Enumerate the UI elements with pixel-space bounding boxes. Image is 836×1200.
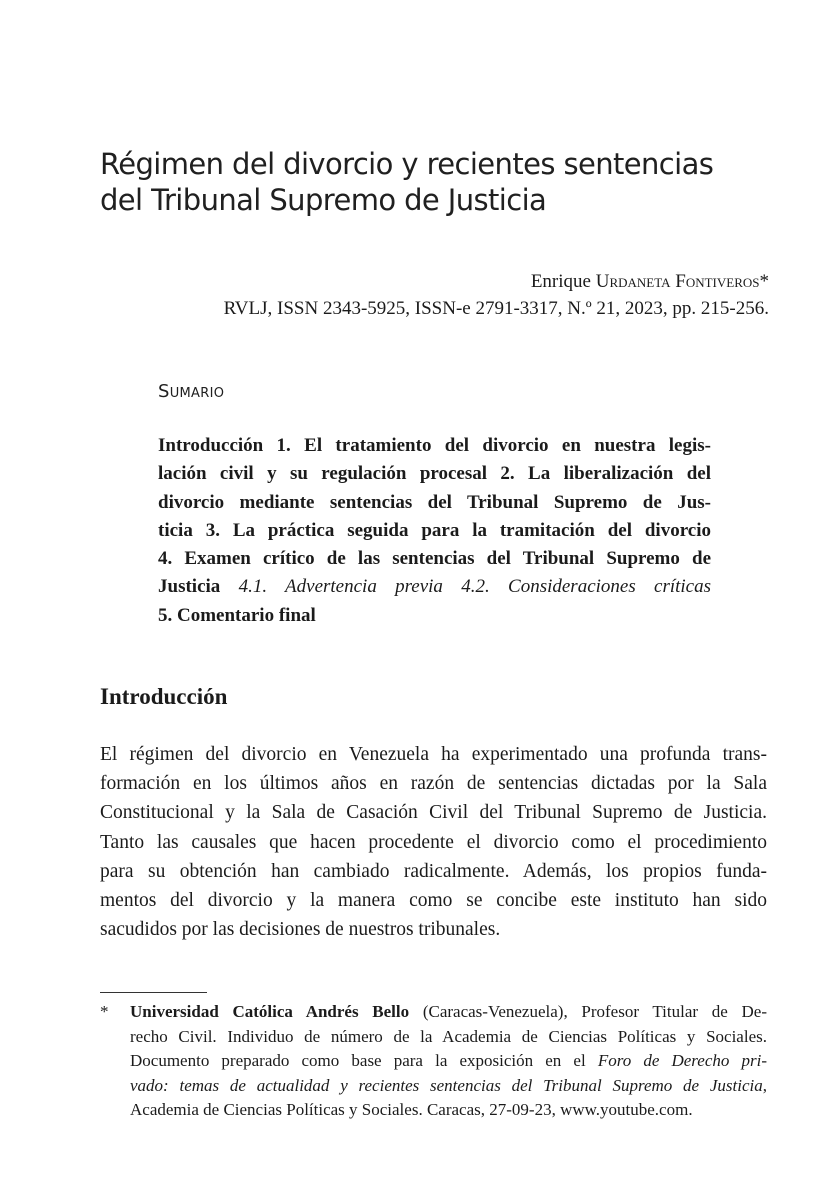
summary-line: [158, 573, 711, 601]
footnote-line: recho Civil. Individuo de número de la Academia de Ciencias Políticas y Sociales.: [130, 1026, 767, 1046]
author-given-name: Enrique: [530, 271, 596, 292]
author-line: [224, 268, 769, 295]
summary-line: lación civil y su regulación procesal 2. La liberalización del: [158, 463, 711, 485]
paragraph-line: sacudidos por las decisiones de nuestros tribunales.: [100, 919, 501, 941]
paragraph-line: formación en los últimos años en razón de sentencias dictadas por la Sala: [100, 773, 767, 795]
footnote-line-1-rest: (Caracas-Venezuela), Profesor Titular de De-: [409, 1002, 767, 1021]
title-line-2: del Tribunal Supremo de Justicia: [100, 183, 547, 217]
article-title: [100, 146, 740, 218]
paragraph-line: Tanto las causales que hacen procedente el divorcio como el procedimiento: [100, 831, 767, 853]
section-paragraph: [100, 740, 767, 944]
footnote-mark: *: [100, 1002, 109, 1021]
summary-heading: Sumario: [158, 381, 225, 402]
paragraph-line: El régimen del divorcio en Venezuela ha experimentado una profunda trans-: [100, 744, 767, 765]
section-heading: Introducción: [100, 684, 228, 709]
summary-contents: [158, 432, 711, 630]
footnote: [130, 1000, 767, 1123]
citation-line: RVLJ, ISSN 2343-5925, ISSN-e 2791-3317, N.º 21, 2023, pp. 215-256.: [223, 298, 769, 319]
summary-line: ticia 3. La práctica seguida para la tramitación del divorcio: [158, 519, 711, 541]
summary-line: Introducción 1. El tratamiento del divorcio en nuestra legis-: [158, 435, 711, 456]
footnote-separator: [100, 992, 207, 993]
title-line-1: Régimen del divorcio y recientes sentencias: [100, 147, 714, 181]
author-block: [224, 268, 769, 322]
footnote-line-4-italic: vado: temas de actualidad y recientes sentencias del Tribunal Supremo de Justicia: [130, 1075, 763, 1095]
footnote-line: [130, 1049, 767, 1074]
paragraph-line: Constitucional y la Sala de Casación Civil del Tribunal Supremo de Justicia.: [100, 802, 767, 824]
footnote-line: [130, 1074, 767, 1099]
footnote-line-4-rest: ,: [762, 1075, 767, 1095]
author-surname: Urdaneta Fontiveros: [595, 271, 760, 292]
summary-line-6-bold: Justicia: [158, 576, 239, 598]
paragraph-line: mentos del divorcio y la manera como se concibe este instituto han sido: [100, 890, 767, 912]
summary-line: divorcio mediante sentencias del Tribunal Supremo de Jus-: [158, 491, 711, 513]
author-footnote-mark: *: [759, 271, 769, 292]
footnote-affiliation: Universidad Católica Andrés Bello: [130, 1002, 410, 1021]
footnote-line-3-plain: Documento preparado como base para la exposición en el: [130, 1051, 598, 1070]
footnote-line: [130, 1000, 767, 1025]
summary-line-6-italic: 4.1. Advertencia previa 4.2. Consideraciones críticas: [238, 576, 712, 598]
summary-line: 4. Examen crítico de las sentencias del Tribunal Supremo de: [158, 548, 711, 570]
summary-line: 5. Comentario final: [158, 604, 316, 626]
footnote-line: Academia de Ciencias Políticas y Sociales. Caracas, 27-09-23, www.youtube.com.: [130, 1100, 693, 1119]
paragraph-line: para su obtención han cambiado radicalmente. Además, los propios funda-: [100, 860, 767, 882]
footnote-line-3-italic: Foro de Derecho pri-: [597, 1051, 768, 1070]
